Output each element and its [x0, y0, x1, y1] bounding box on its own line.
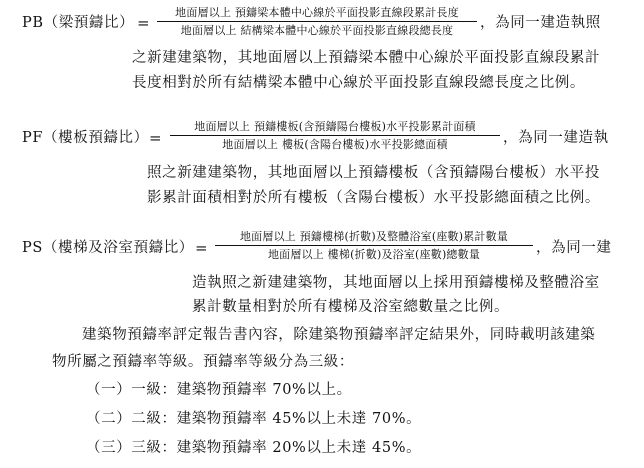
pb-fraction-bar [157, 21, 477, 22]
pf-fraction [170, 120, 500, 151]
grade-item-3: （三）三級：建築物預鑄率 20%以上未達 45%。 [86, 440, 422, 456]
ps-label: PS（樓梯及浴室預鑄比） [22, 240, 194, 256]
grade-item-2: （二）二級：建築物預鑄率 45%以上未達 70%。 [86, 411, 422, 427]
pb-tail: ，為同一建造執照 [480, 15, 601, 31]
pf-line2: 照之新建建築物，其地面層以上預鑄樓板（含預鑄陽台樓板）水平投 [147, 165, 600, 181]
pb-label: PB（梁預鑄比） [22, 15, 135, 31]
pb-line3: 長度相對於所有結構梁本體中心線於平面投影直線段總長度之比例。 [132, 75, 585, 91]
ps-line3: 累計數量相對於所有樓梯及浴室總數量之比例。 [192, 299, 510, 315]
ps-denominator: 地面層以上 樓梯(折數)及浴室(座數)總數量 [267, 248, 481, 261]
ps-numerator: 地面層以上 預鑄樓梯(折數)及整體浴室(座數)累計數量 [239, 230, 509, 243]
ps-tail: ，為同一建 [536, 240, 612, 256]
ps-fraction-bar [215, 245, 533, 246]
pf-line3: 影累計面積相對於所有樓板（含陽台樓板）水平投影總面積之比例。 [147, 190, 600, 206]
pf-fraction-bar [170, 135, 500, 136]
report-line1: 建築物預鑄率評定報告書內容，除建築物預鑄率評定結果外，同時載明該建築 [82, 327, 596, 343]
pb-line2: 之新建建築物，其地面層以上預鑄梁本體中心線於平面投影直線段累計 [132, 50, 601, 66]
ps-fraction [215, 230, 533, 261]
pf-label: PF（樓板預鑄比） [22, 130, 149, 146]
pb-numerator: 地面層以上 預鑄梁本體中心線於平面投影直線段累計長度 [175, 6, 459, 19]
pb-fraction [157, 6, 477, 37]
pf-tail: ，為同一建造執 [503, 130, 609, 146]
pf-denominator: 地面層以上 樓板(含陽台樓板)水平投影總面積 [222, 138, 448, 151]
pb-denominator: 地面層以上 結構梁本體中心線於平面投影直線段總長度 [180, 24, 454, 37]
pf-equals: = [149, 129, 162, 147]
grade-item-1: （一）一級：建築物預鑄率 70%以上。 [86, 382, 352, 398]
pf-numerator: 地面層以上 預鑄樓板(含預鑄陽台樓板)水平投影累計面積 [194, 120, 476, 133]
pb-equals: = [137, 14, 150, 32]
ps-line2: 造執照之新建建築物，其地面層以上採用預鑄樓梯及整體浴室 [192, 275, 600, 291]
ps-equals: = [195, 239, 208, 257]
report-line2: 物所屬之預鑄率等級。預鑄率等級分為三級： [52, 354, 354, 370]
